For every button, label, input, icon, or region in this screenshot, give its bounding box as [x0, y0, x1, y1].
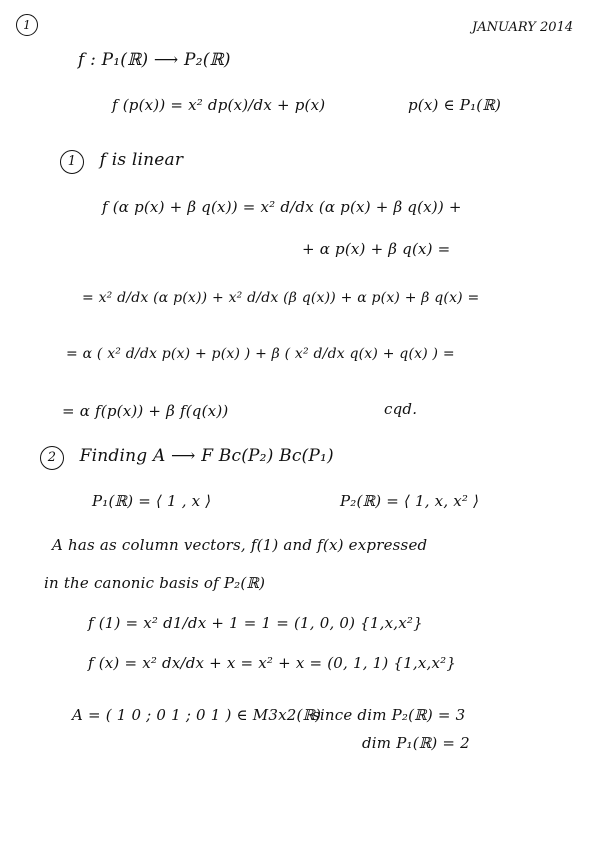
function-definition: f (p(x)) = x² dp(x)/dx + p(x) — [112, 96, 326, 114]
page-date: JANUARY 2014 — [472, 20, 574, 35]
section-1-number: 1 — [60, 150, 84, 174]
section-1-title: f is linear — [99, 150, 184, 170]
linearity-step-2: + α p(x) + β q(x) = — [302, 240, 451, 258]
section-2-number: 2 — [40, 446, 64, 470]
basis-p2: P₂(ℝ) = ⟨ 1, x, x² ⟩ — [340, 492, 480, 510]
description-line-2: in the canonic basis of P₂(ℝ) — [44, 574, 266, 592]
linearity-step-1: f (α p(x) + β q(x)) = x² d/dx (α p(x) + β q(x)) + — [102, 198, 462, 216]
description-line-1: A has as column vectors, f(1) and f(x) expressed — [52, 536, 428, 554]
section-1-heading — [60, 150, 183, 174]
section-2-title: Finding A ⟶ F Bc(P₂) Bc(P₁) — [79, 446, 334, 466]
linearity-qed: cqd. — [384, 400, 418, 418]
dimension-p2: since dim P₂(ℝ) = 3 — [312, 706, 466, 724]
linearity-step-5: = α f(p(x)) + β f(q(x)) — [62, 402, 229, 420]
f-of-x: f (x) = x² dx/dx + x = x² + x = (0, 1, 1) {1,x,x²} — [88, 654, 457, 672]
f-of-1: f (1) = x² d1/dx + 1 = 1 = (1, 0, 0) {1,x,x²} — [88, 614, 423, 632]
map-definition: f : P₁(ℝ) ⟶ P₂(ℝ) — [78, 50, 231, 70]
section-2-heading — [40, 446, 334, 470]
function-domain: p(x) ∈ P₁(ℝ) — [408, 96, 502, 114]
basis-p1: P₁(ℝ) = ⟨ 1 , x ⟩ — [92, 492, 212, 510]
dimension-p1: dim P₁(ℝ) = 2 — [362, 734, 470, 752]
matrix-A: A = ( 1 0 ; 0 1 ; 0 1 ) ∈ M3x2(ℝ) — [72, 706, 322, 724]
linearity-step-4: = α ( x² d/dx p(x) + p(x) ) + β ( x² d/dx q(x) + q(x) ) = — [66, 346, 455, 362]
page-corner-mark: 1 — [16, 14, 38, 36]
linearity-step-3: = x² d/dx (α p(x)) + x² d/dx (β q(x)) + α p(x) + β q(x) = — [82, 290, 480, 306]
